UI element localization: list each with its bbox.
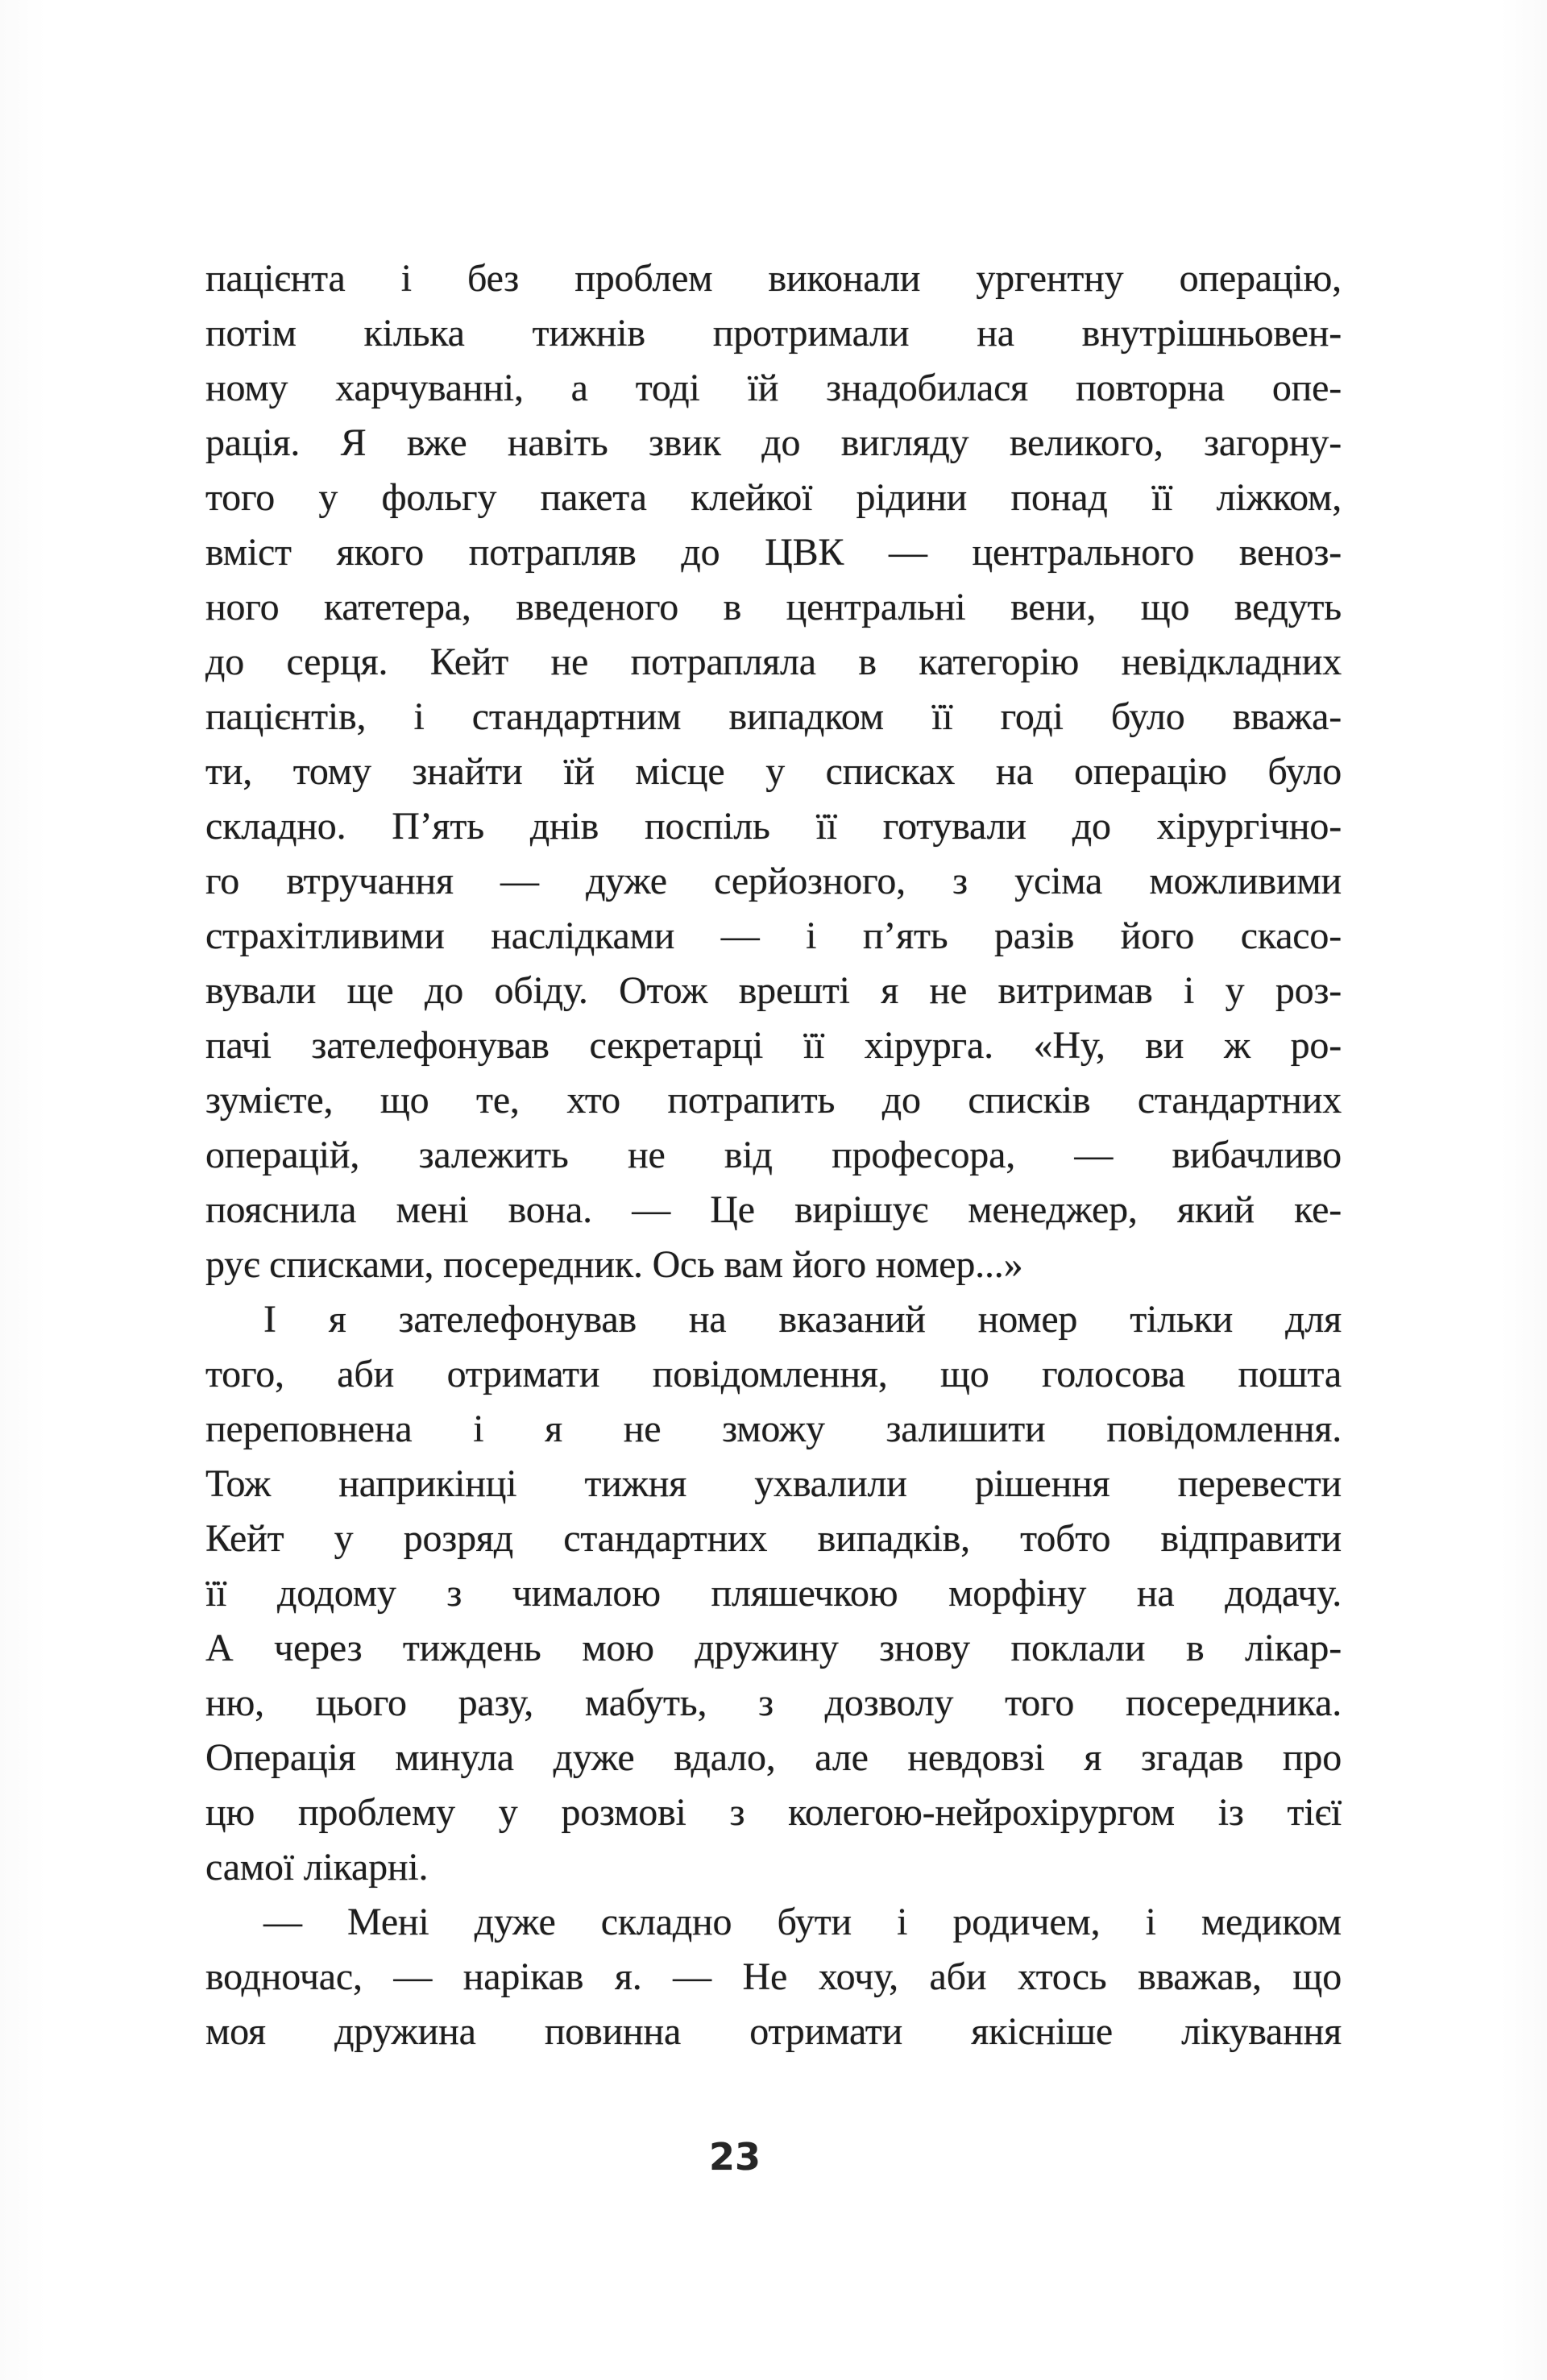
text-line: — Мені дуже складно бути і родичем, і медиком	[263, 1901, 1342, 1943]
text-line: страхітливими наслідками — і п’ять разів його скасо-	[205, 914, 1342, 957]
text-line: пачі зателефонував секретарці її хірурга. «Ну, ви ж ро-	[205, 1024, 1342, 1067]
text-line: Операція минула дуже вдало, але невдовзі я згадав про	[205, 1736, 1342, 1779]
text-line: пояснила мені вона. — Це вирішує менеджер, який ке-	[205, 1188, 1342, 1231]
text-line: моя дружина повинна отримати якісніше лікування	[205, 2010, 1342, 2053]
text-line: переповнена і я не зможу залишити повідомлення.	[205, 1408, 1342, 1450]
text-line: зумієте, що те, хто потрапить до списків стандартних	[205, 1079, 1342, 1122]
text-line: А через тиждень мою дружину знову поклали в лікар-	[205, 1627, 1342, 1669]
text-line: ному харчуванні, а тоді їй знадобилася повторна опе-	[205, 367, 1342, 409]
text-line: вміст якого потрапляв до ЦВК — центрального веноз-	[205, 531, 1342, 574]
text-line: вували ще до обіду. Отож врешті я не витримав і у роз-	[205, 969, 1342, 1012]
text-line: рація. Я вже навіть звик до вигляду великого, загорну-	[205, 421, 1342, 464]
text-line: ню, цього разу, мабуть, з дозволу того посередника.	[205, 1681, 1342, 1724]
text-line: операцій, залежить не від професора, — вибачливо	[205, 1134, 1342, 1176]
page-number: 23	[708, 2135, 761, 2179]
text-line: потім кілька тижнів протримали на внутрішньовен-	[205, 312, 1342, 355]
text-line: І я зателефонував на вказаний номер тільки для	[263, 1298, 1342, 1341]
text-line: рує списками, посередник. Ось вам його номер...»	[205, 1243, 1023, 1286]
text-line: її додому з чималою пляшечкою морфіну на додачу.	[205, 1572, 1342, 1615]
text-line: Тож наприкінці тижня ухвалили рішення перевести	[205, 1462, 1342, 1505]
text-line: того у фольгу пакета клейкої рідини понад її ліжком,	[205, 476, 1342, 519]
text-line: складно. П’ять днів поспіль її готували до хірургічно-	[205, 805, 1342, 848]
text-line: до серця. Кейт не потрапляла в категорію невідкладних	[205, 641, 1342, 683]
text-line: ного катетера, введеного в центральні вени, що ведуть	[205, 586, 1342, 628]
text-block	[205, 251, 1342, 2059]
text-line: цю проблему у розмові з колегою-нейрохірургом із тієї	[205, 1791, 1342, 1834]
text-line: ти, тому знайти їй місце у списках на операцію було	[205, 750, 1342, 793]
text-line: го втручання — дуже серйозного, з усіма можливими	[205, 860, 1342, 902]
text-line: Кейт у розряд стандартних випадків, тобто відправити	[205, 1517, 1342, 1560]
text-line: пацієнтів, і стандартним випадком її годі було вважа-	[205, 695, 1342, 738]
text-line: того, аби отримати повідомлення, що голосова пошта	[205, 1353, 1342, 1395]
text-line: самої лікарні.	[205, 1846, 429, 1889]
text-line: водночас, — нарікав я. — Не хочу, аби хтось вважав, що	[205, 1955, 1342, 1998]
text-line: пацієнта і без проблем виконали ургентну операцію,	[205, 257, 1342, 300]
